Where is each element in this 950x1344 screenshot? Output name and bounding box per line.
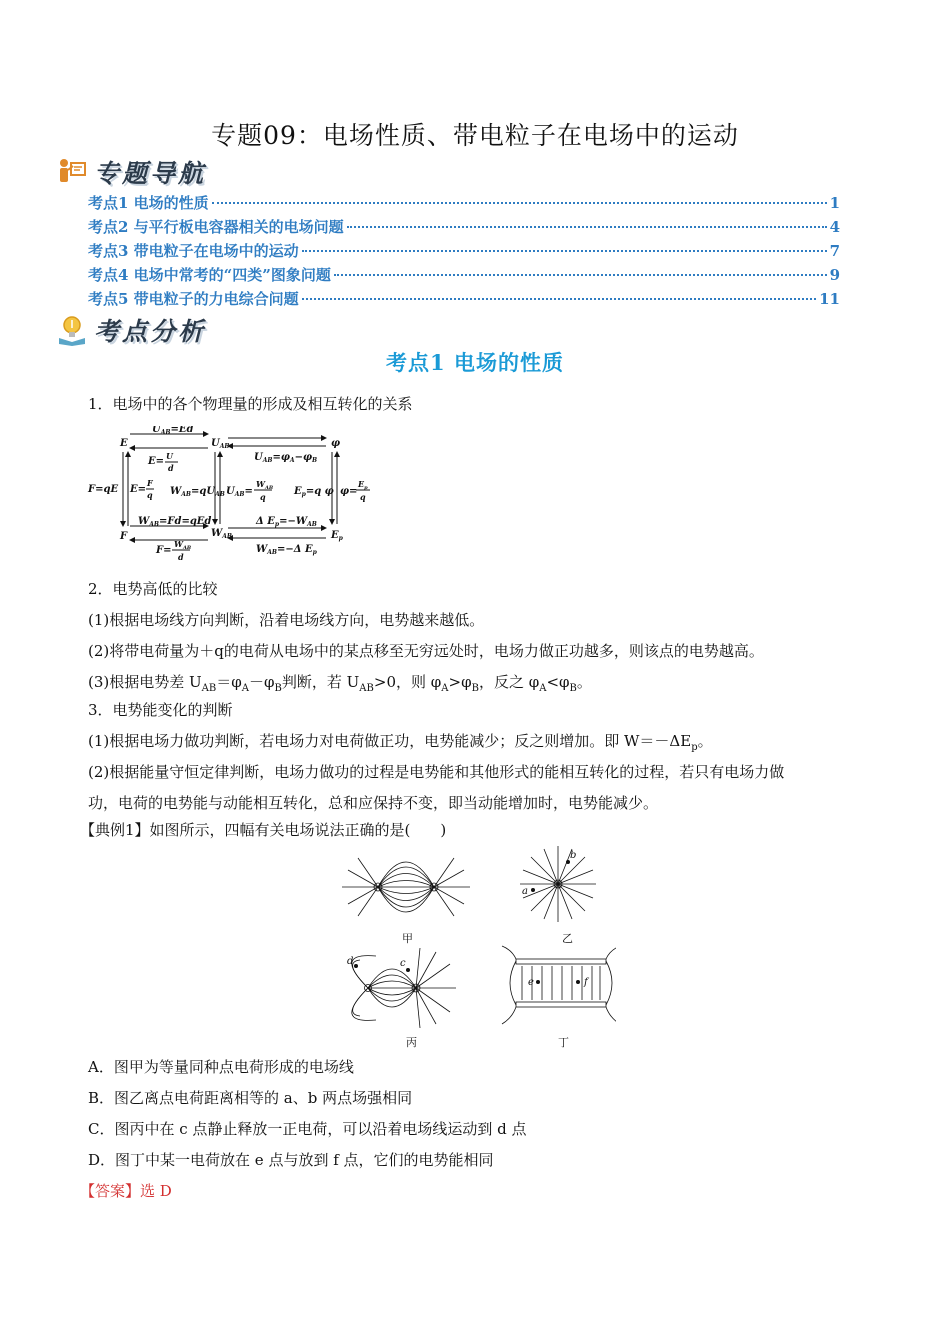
node-Ep: $E_p$ [331, 530, 343, 542]
paragraph-item-3-1: (1)根据电场力做功判断，若电场力对电荷做正功，电势能减少；反之则增加。即 $W=-\Delta E_p$。 [88, 732, 713, 753]
label-e: e [528, 977, 534, 988]
label-Ep-qphi: $E_p=q$ φ [294, 486, 334, 498]
paragraph-item-1: 1．电场中的各个物理量的形成及相互转化的关系 [88, 395, 413, 413]
toc-item-label: 考点4 电场中常考的“四类”图象问题 [88, 266, 331, 284]
toc-item-label: 考点3 带电粒子在电场中的运动 [88, 242, 299, 260]
toc-item-page: 4 [829, 218, 840, 236]
toc-item-page: 9 [829, 266, 840, 284]
label-W-qU: $W_{AB}=qU_{AB}$ [170, 486, 225, 498]
frac-d2: d [178, 552, 184, 562]
toc-item-label: 考点2 与平行板电容器相关的电场问题 [88, 218, 344, 236]
frac-E: $E_p$ [358, 479, 368, 491]
toc-item-5[interactable] [88, 288, 840, 312]
label-U-phi: $U_{AB}=\varphi_A-\varphi_B$ [254, 452, 318, 464]
toc-item-1[interactable] [88, 192, 840, 216]
toc-item-page: 11 [819, 290, 840, 308]
quantity-relationship-diagram [86, 426, 376, 576]
answer-value: 选 D [140, 1182, 172, 1200]
answer-line [80, 1176, 870, 1207]
frac-W: $W_{AB}$ [256, 479, 274, 491]
paragraph-item-3: 3．电势能变化的判断 [88, 701, 233, 719]
label-b: b [570, 850, 577, 861]
toc-leader [302, 250, 827, 252]
node-E: E [120, 438, 128, 449]
paragraph-item-3-2a: (2)根据能量守恒定律判断，电场力做功的过程是电势能和其他形式的能相互转化的过程，若只有电场力做 [88, 763, 785, 781]
figure-ding [502, 946, 616, 1024]
toc-item-4[interactable] [88, 264, 840, 288]
figure-yi [520, 846, 596, 922]
toc-leader [347, 226, 827, 228]
label-E-F-q: E= [130, 484, 147, 495]
section-heading: 考点1 电场的性质 [386, 350, 564, 375]
label-W-dEp: $W_{AB}=-\Delta$ $E_p$ [256, 544, 317, 556]
label-a: a [522, 886, 528, 897]
paragraph-item-2: 2．电势高低的比较 [88, 580, 218, 598]
frac-q: q [147, 490, 153, 500]
label-bing: 丙 [406, 1036, 417, 1049]
banner-topic-navigation [56, 152, 206, 192]
table-of-contents [88, 192, 840, 312]
toc-item-2[interactable] [88, 216, 840, 240]
option-d: D．图丁中某一电荷放在 e 点与放到 f 点，它们的电势能相同 [88, 1151, 494, 1169]
figure-jia [342, 858, 470, 916]
label-U-Ed: $U_{AB}=Ed$ [152, 426, 194, 436]
option-c: C．图丙中在 c 点静止释放一正电荷，可以沿着电场线运动到 d 点 [88, 1120, 527, 1138]
frac-d: d [168, 463, 174, 473]
banner-nav-label: 专题导航 [94, 159, 207, 188]
toc-leader [212, 202, 827, 204]
label-U-W-q: $U_{AB}=$ [226, 486, 253, 498]
paragraph-item-2-1: (1)根据电场线方向判断，沿着电场线方向，电势越来越低。 [88, 611, 485, 629]
toc-leader [302, 298, 816, 300]
toc-leader [334, 274, 827, 276]
banner-analysis-label: 考点分析 [94, 317, 207, 346]
banner-point-analysis [56, 310, 206, 350]
label-W-Fd: $W_{AB}=Fd=qEd$ [138, 516, 212, 528]
label-yi: 乙 [562, 932, 573, 945]
label-F-qE: F=qE [88, 484, 119, 495]
label-jia: 甲 [402, 932, 413, 945]
lightbulb-book-icon [56, 314, 88, 346]
frac-F: F [147, 478, 153, 488]
toc-item-page: 7 [829, 242, 840, 260]
label-F-W-d: F= [156, 545, 172, 556]
label-phi-Ep-q: φ= [340, 486, 358, 497]
frac-U: U [166, 451, 173, 461]
paragraph-item-2-2: (2)将带电荷量为＋q的电荷从电场中的某点移至无穷远处时，电场力做正功越多，则该点的电势越高。 [88, 642, 764, 660]
label-d: d [347, 956, 354, 967]
label-dEp-W: Δ $E_p=-W_{AB}$ [256, 516, 317, 528]
teacher-icon [56, 156, 88, 188]
answer-tag: 【答案】 [80, 1182, 141, 1200]
node-phi: φ [331, 438, 341, 449]
electric-field-figures [336, 842, 616, 1054]
toc-item-label: 考点1 电场的性质 [88, 194, 209, 212]
toc-item-page: 1 [829, 194, 840, 212]
label-ding: 丁 [558, 1036, 569, 1049]
node-U: $U_{AB}$ [211, 438, 230, 450]
paragraph-item-3-2b: 功，电荷的电势能与动能相互转化，总和应保持不变，即当动能增加时，电势能减少。 [88, 794, 659, 812]
option-b: B．图乙离点电荷距离相等的 a、b 两点场强相同 [88, 1089, 413, 1107]
toc-item-3[interactable] [88, 240, 840, 264]
option-a: A．图甲为等量同种点电荷形成的电场线 [88, 1058, 354, 1076]
label-f: f [584, 977, 588, 988]
label-E-U-d: E= [148, 456, 165, 467]
frac-W2: $W_{AB}$ [174, 539, 192, 551]
frac-q2: q [260, 492, 266, 502]
frac-q3: q [360, 492, 366, 502]
toc-item-label: 考点5 带电粒子的力电综合问题 [88, 290, 299, 308]
page-title: 专题09：电场性质、带电粒子在电场中的运动 [211, 121, 739, 150]
node-F: F [120, 531, 128, 542]
paragraph-item-2-3: (3)根据电势差 $U_{AB}=\varphi_A-\varphi_B$判断，若 $U_{AB}>0$，则 $\varphi_A>\varphi_B$，反之 $\varphi_A<\varphi_B$。 [88, 673, 592, 694]
node-W: $W_{AB}$ [211, 528, 232, 540]
example-question: 【典例1】如图所示，四幅有关电场说法正确的是( ) [80, 821, 447, 839]
label-c: c [400, 958, 406, 969]
